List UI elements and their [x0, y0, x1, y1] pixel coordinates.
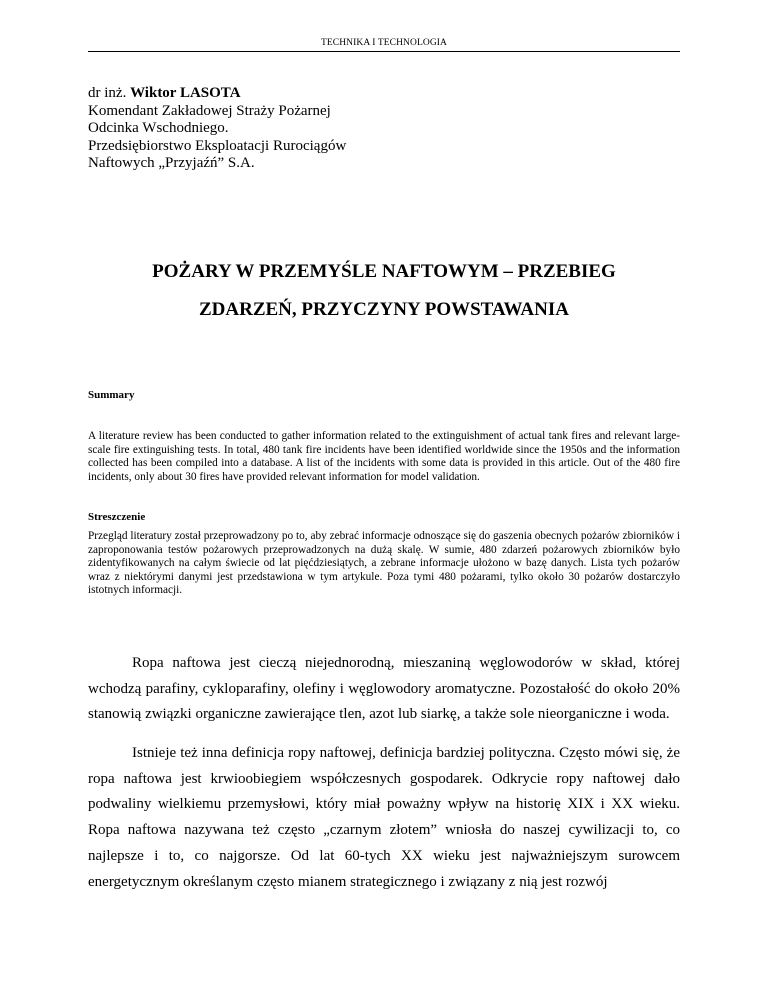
article-title: [88, 253, 680, 329]
summary-text: A literature review has been conducted to gather information related to the extinguishment of actual tank fires and relevant large-scale fire extinguishing tests. In total, 480 tank fire incidents have been identified worldwide since the 1950s and the information collected has been compiled into a database. A list of the incidents with some data is provided in this article. Out of the 480 fire incidents, only about 30 fires have provided relevant information for model validation.: [88, 430, 680, 483]
affiliation-line: Komendant Zakładowej Straży Pożarnej: [88, 102, 331, 119]
body-paragraph: Ropa naftowa jest cieczą niejednorodną, mieszaniną węglowodorów w skład, której wchodzą parafiny, cykloparafiny, olefiny i węglowodory aromatyczne. Pozostałość do około 20% stanowią związki organiczne zawierające tlen, azot lub siarkę, a także sole nieorganiczne i woda.: [88, 655, 680, 723]
author-name: Wiktor LASOTA: [130, 85, 241, 101]
author-block: [88, 85, 346, 173]
affiliation-line: Przedsiębiorstwo Eksploatacji Rurociągów: [88, 137, 347, 154]
running-header: TECHNIKA I TECHNOLOGIA: [88, 38, 680, 52]
title-line: ZDARZEŃ, PRZYCZYNY POWSTAWANIA: [198, 299, 569, 320]
affiliation-line: Odcinka Wschodniego.: [88, 120, 229, 137]
streszczenie-heading: Streszczenie: [88, 511, 146, 523]
author-title: dr inż.: [88, 85, 127, 101]
body-paragraph: Istnieje też inna definicja ropy naftowej, definicja bardziej polityczna. Często mówi się, że ropa naftowa jest krwioobiegiem współczesnych gospodarek. Odkrycie ropy naftowej dało podwaliny wielkiemu przemysłowi, który miał poważny wpływ na historię XIX i XX wieku. Ropa naftowa nazywana też często „czarnym złotem” wniosła do naszej cywilizacji to, co najlepsze i to, co najgorsze. Od lat 60-tych XX wieku jest najważniejszym surowcem energetycznym określanym często mianem strategicznego i związany z nią jest rozwój: [88, 745, 680, 890]
title-line: POŻARY W PRZEMYŚLE NAFTOWYM – PRZEBIEG: [152, 261, 616, 282]
author-name-line: [88, 85, 346, 103]
affiliation-line: Naftowych „Przyjaźń” S.A.: [88, 155, 255, 172]
streszczenie-text: Przegląd literatury został przeprowadzony po to, aby zebrać informacje odnoszące się do gaszenia obecnych pożarów zbiorników i zaproponowania testów pożarowych przeprowadzonych na dużą skalę. W sumie, 480 zdarzeń pożarowych zbiorników było zidentyfikowanych na całym świecie od lat pięćdziesiątych, a zebrane informacje ułożono w bazę danych. Lista tych pożarów wraz z niektórymi danymi jest przedstawiona w tym artykule. Poza tymi 480 pożarami, tylko około 30 pożarów dostarczyło istotnych informacji.: [88, 530, 680, 597]
summary-heading: Summary: [88, 389, 135, 401]
